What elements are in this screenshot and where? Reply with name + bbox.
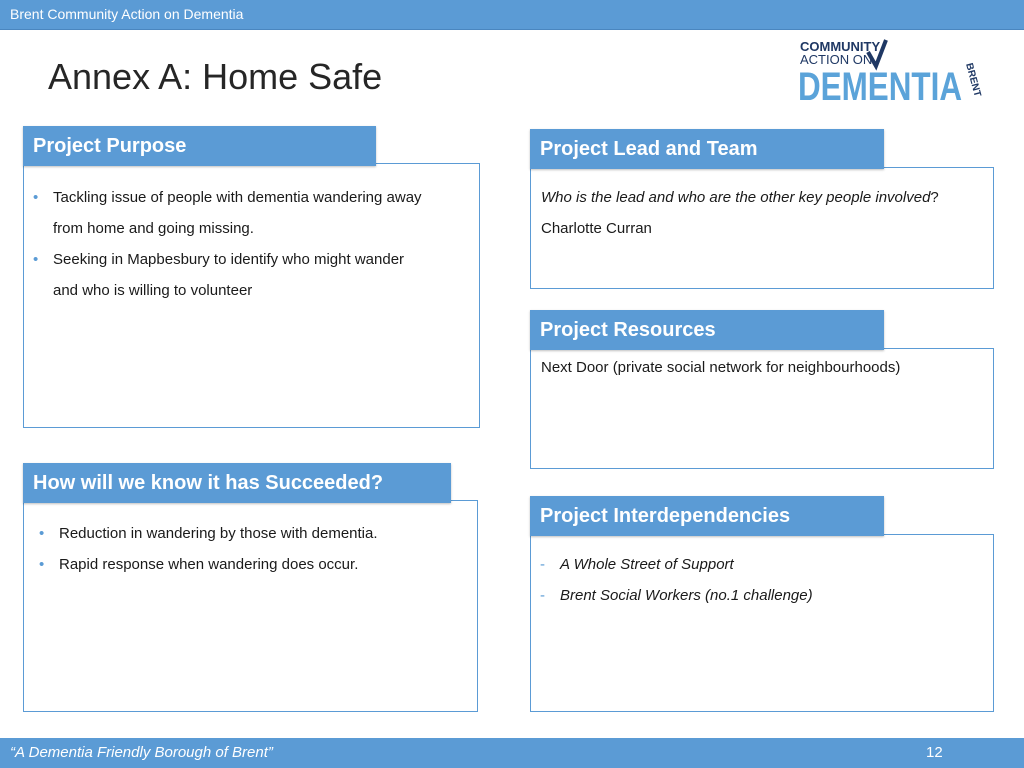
lead-question: Who is the lead and who are the other key people involved? [541,189,939,206]
list-item: - Brent Social Workers (no.1 challenge) [540,580,985,611]
list-item: • Reduction in wandering by those with dementia. [39,518,469,549]
logo-main: DEMENTIA [798,65,962,104]
project-purpose-content [33,182,473,306]
project-lead-content [541,182,986,244]
logo-side: BRENT [963,61,983,99]
success-heading: How will we know it has Succeeded? [23,463,451,503]
project-lead-heading: Project Lead and Team [530,129,884,169]
bullet-icon: • [33,189,39,206]
success-content [39,518,469,580]
page-number: 12 [926,744,943,761]
interdependencies-heading: Project Interdependencies [530,496,884,536]
top-banner [0,0,1024,30]
project-resources-heading: Project Resources [530,310,884,350]
interdependencies-content [540,549,985,611]
bullet-icon: • [39,556,45,573]
footer-tagline: “A Dementia Friendly Borough of Brent” [10,744,273,761]
dash-icon: - [540,556,545,573]
footer-banner [0,738,1024,768]
organization-name: Brent Community Action on Dementia [10,6,244,22]
lead-name: Charlotte Curran [541,220,652,237]
project-purpose-heading: Project Purpose [23,126,376,166]
community-action-on-dementia-logo [796,38,986,104]
logo-line2: ACTION ON [800,52,873,67]
dash-icon: - [540,587,545,604]
list-item: • Rapid response when wandering does occur. [39,549,469,580]
bullet-icon: • [39,525,45,542]
resources-text: Next Door (private social network for neighbourhoods) [541,359,901,376]
page-title: Annex A: Home Safe [48,56,383,97]
list-item: • Tackling issue of people with dementia wandering away from home and going missing. [33,182,473,244]
project-resources-content [541,352,986,383]
logo-line1: COMMUNITY [800,39,881,54]
bullet-icon: • [33,251,39,268]
list-item: • Seeking in Mapbesbury to identify who might wander and who is willing to volunteer [33,244,473,306]
list-item: - A Whole Street of Support [540,549,985,580]
